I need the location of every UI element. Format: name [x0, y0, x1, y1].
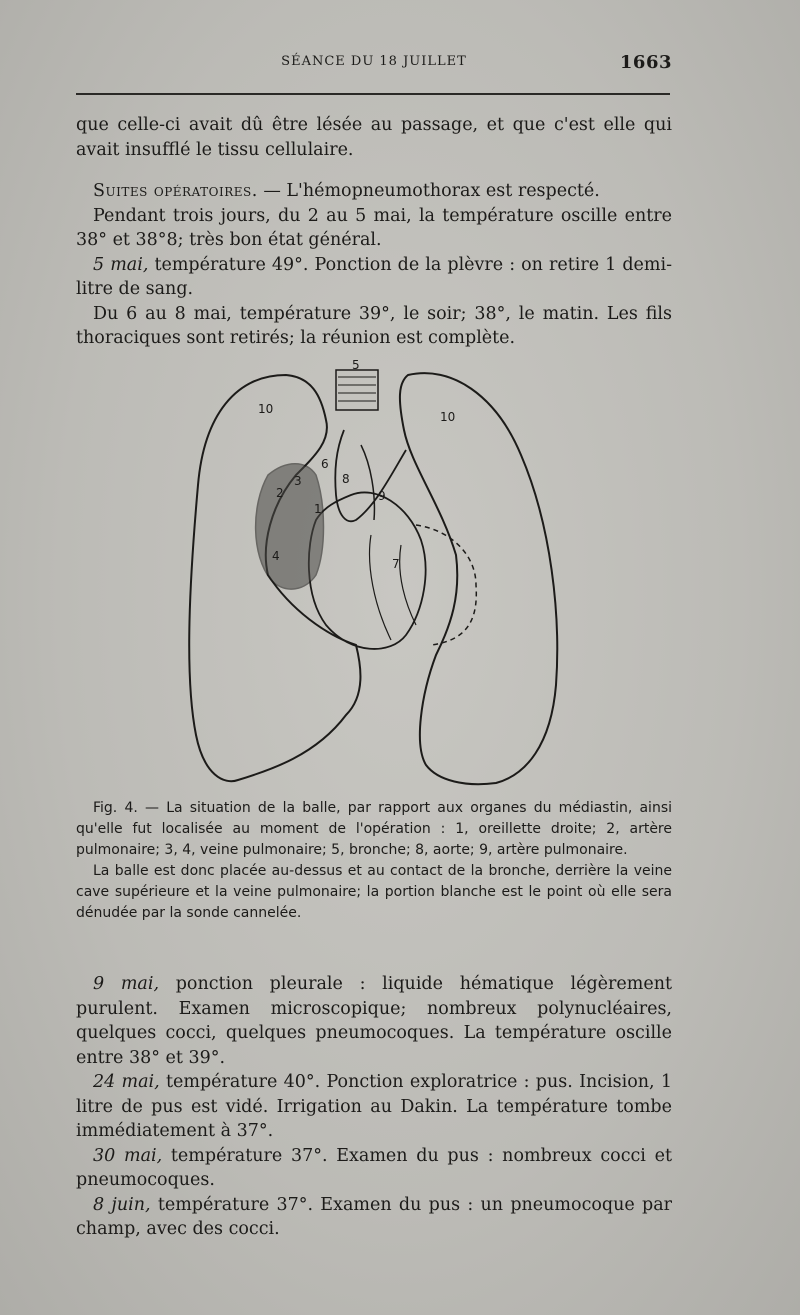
figure-label-2: 2: [276, 486, 284, 500]
page-header: [76, 52, 672, 78]
caption-paragraph-2: La balle est donc placée au-dessus et au contact de la bronche, derrière la veine cave supérieure et la veine pulmonaire; la portion blanche est le point où elle sera dénudée par la sonde cannelée.: [76, 863, 672, 921]
header-rule: [76, 93, 670, 95]
suites-text: — L'hémopneumothorax est respecté.: [257, 181, 600, 201]
body-text-mid: [76, 179, 672, 351]
date-lead: 9 mai,: [93, 974, 160, 994]
trachea: [336, 370, 378, 410]
paragraph: [76, 1070, 672, 1144]
suites-paragraph: [76, 179, 672, 204]
figure-label-9: 9: [378, 489, 386, 503]
caption-paragraph-1: Fig. 4. — La situation de la balle, par rapport aux organes du médiastin, ainsi qu'elle fut localisée au moment de l'opération : 1, oreillette droite; 2, artère pulmonaire; 3, 4, veine pulmonaire; 5, bronche; 8, aorte; 9, artère pulmonaire.: [76, 800, 672, 858]
figure-label-10-left: 10: [258, 402, 274, 416]
body-text-bottom: [76, 972, 672, 1242]
figure-label-5: 5: [352, 358, 360, 372]
body-text-top: [76, 113, 672, 162]
paragraph-text: Pendant trois jours, du 2 au 5 mai, la température oscille entre 38° et 38°8; très bon état général.: [76, 205, 672, 250]
paragraph-text: température 37°. Examen du pus : nombreux cocci et pneumocoques.: [76, 1145, 672, 1190]
date-lead: 30 mai,: [93, 1145, 163, 1166]
paragraph-text: température 37°. Examen du pus : un pneumocoque par champ, avec des cocci.: [76, 1194, 673, 1239]
suites-heading: Suites opératoires.: [93, 181, 258, 201]
anatomical-figure: [176, 355, 576, 790]
figure-caption: [76, 798, 672, 924]
paragraph: [76, 302, 672, 351]
figure-label-10-right: 10: [440, 410, 456, 424]
running-head: SÉANCE DU 18 JUILLET: [281, 54, 467, 69]
figure-label-1: 1: [314, 502, 322, 516]
paragraph: [76, 1144, 672, 1193]
paragraph-text: température 49°. Ponction de la plèvre : on retire 1 demi-litre de sang.: [76, 254, 672, 299]
paragraph-text: température 40°. Ponction exploratrice : pus. Incision, 1 litre de pus est vidé. Irrigation au Dakin. La température tombe immédiatement à 37°.: [76, 1072, 672, 1141]
figure-label-7: 7: [392, 557, 400, 571]
figure-label-4: 4: [272, 549, 280, 563]
figure-label-8: 8: [342, 472, 350, 486]
paragraph-text: Du 6 au 8 mai, température 39°, le soir; 38°, le matin. Les fils thoraciques sont retirés; la réunion est complète.: [76, 303, 672, 348]
paragraph: que celle-ci avait dû être lésée au passage, et que c'est elle qui avait insufflé le tissu cellulaire.: [76, 115, 672, 160]
heart-outline: [309, 492, 426, 649]
figure-label-3: 3: [294, 474, 302, 488]
date-lead: 5 mai,: [93, 254, 149, 275]
figure-label-6: 6: [321, 457, 329, 471]
paragraph: [76, 1193, 672, 1242]
mediastinum-illustration: [176, 355, 576, 790]
hatched-region: [256, 464, 324, 589]
paragraph: [76, 253, 672, 302]
page-number: 1663: [619, 52, 672, 73]
right-lung-outline: [400, 373, 557, 784]
paragraph-text: ponction pleurale : liquide hématique légèrement purulent. Examen microscopique; nombreux polynucléaires, quelques cocci, quelques pneumocoques. La température oscille entre 38° et 39°.: [76, 974, 672, 1068]
paragraph: [76, 972, 672, 1070]
date-lead: 8 juin,: [93, 1194, 151, 1215]
date-lead: 24 mai,: [93, 1072, 160, 1092]
paragraph: [76, 204, 672, 253]
